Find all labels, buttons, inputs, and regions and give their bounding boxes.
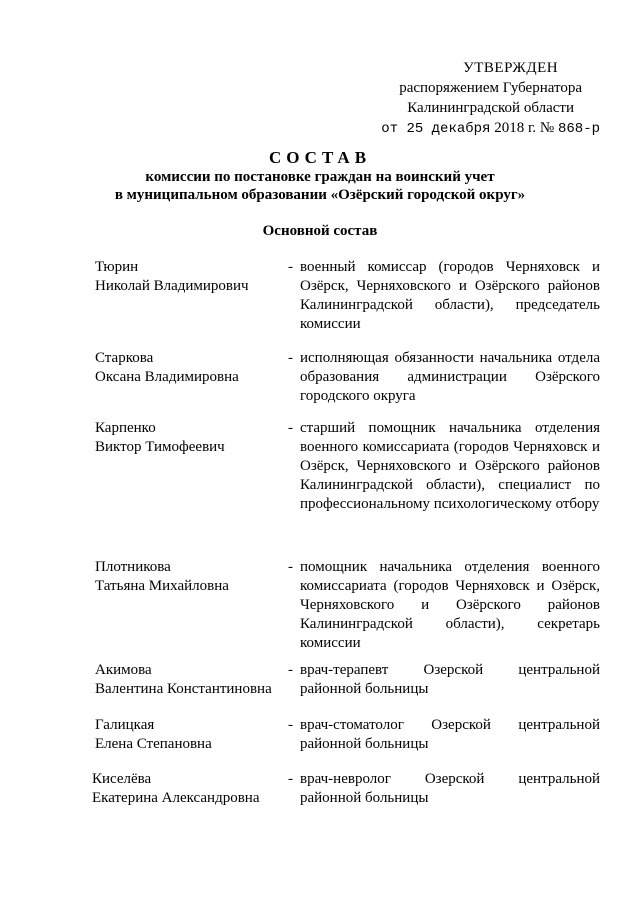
member-given-names: Валентина Константиновна [95,681,272,697]
member-given-names: Николай Владимирович [95,278,249,294]
member-surname: Киселёва [92,771,152,787]
member-role: врач-невролог Озерской центральной районной больницы [300,771,600,806]
approval-title: УТВЕРЖДЕН [463,60,559,76]
member-dash: - [288,350,293,366]
member-dash: - [288,559,293,575]
title-heading: СОСТАВ [268,148,372,167]
approval-date-prefix: от 25 декабря [381,121,491,137]
member-surname: Тюрин [95,259,139,275]
member-given-names: Елена Степановна [95,736,212,752]
member-given-names: Татьяна Михайловна [95,578,229,594]
member-name [95,419,285,457]
member-surname: Карпенко [95,420,156,436]
member-role: врач-стоматолог Озерской центральной районной больницы [300,717,600,752]
member-name [95,558,285,596]
approval-line-3: Калининградской области [407,100,574,116]
member-role: врач-терапевт Озерской центральной районной больницы [300,662,600,697]
member-role: исполняющая обязанности начальника отдела образования администрации Озёрского городского округа [300,350,600,404]
member-surname: Старкова [95,350,154,366]
member-role: военный комиссар (городов Черняховск и Озёрск, Черняховского и Озёрского районов Калининградской области), председатель комиссии [300,259,600,332]
member-name [95,258,285,296]
member-surname: Галицкая [95,717,155,733]
member-dash: - [288,420,293,436]
member-surname: Плотникова [95,559,171,575]
member-role: помощник начальника отделения военного комиссариата (городов Черняховск и Озёрск, Черняховского и Озёрского районов Калининградской области), секретарь комиссии [300,559,600,651]
approval-block [381,58,600,139]
approval-date-year: 2018 г. № [494,120,555,136]
member-dash: - [288,771,293,787]
member-dash: - [288,259,293,275]
member-surname: Акимова [95,662,152,678]
approval-line-2: распоряжением Губернатора [399,80,583,96]
member-given-names: Оксана Владимировна [95,369,239,385]
member-dash: - [288,717,293,733]
member-name [92,770,282,808]
member-role: старший помощник начальника отделения военного комиссариата (городов Черняховск и Озёрск, Черняховского и Озёрского районов Калининградской области), специалист по профессиональному психологическому отбору [300,420,600,512]
member-given-names: Виктор Тимофеевич [95,439,225,455]
approval-date [381,118,600,139]
title-line-1: комиссии по постановке граждан на воинский учет [145,169,495,185]
approval-number: 868-р [557,121,600,137]
member-name [95,716,285,754]
title-line-2: в муниципальном образовании «Озёрский городской округ» [114,187,526,203]
member-given-names: Екатерина Александровна [92,790,260,806]
section-heading: Основной состав [262,223,378,239]
member-dash: - [288,662,293,678]
member-name [95,349,285,387]
member-name [95,661,285,699]
document-title [0,148,640,204]
